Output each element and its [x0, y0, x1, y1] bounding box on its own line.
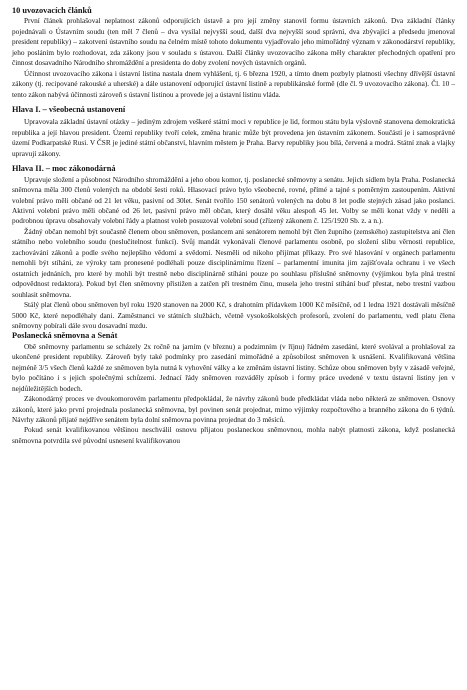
paragraph: Účinnost uvozovacího zákona i ústavní listina nastala dnem vyhlášení, tj. 6 března 1920, a tímto dnem pozbyly platnosti všechny dřívější ústavní zákony (tj. recipované rakouské a uherské) a dále ustanovení odporující ústavní listině a republikánské formě (dle čl. 9 uvozovacího zákona). Čl. 10 – tento zákon nabývá účinnosti zároveň s ústavní listinou a provede jej a ústavní listinu vláda. [12, 68, 455, 99]
section-heading-hlava-ii: Hlava II. – moc zákonodárná [12, 164, 116, 174]
section-heading-uvozovaci-clanky: 10 uvozovacích článků [12, 6, 92, 15]
paragraph: Zákonodárný proces ve dvoukomorovém parlamentu předpokládal, že návrhy zákonů bude předkládat vláda nebo některá ze sněmoven. Osnovy zákonů, které jako první projednala poslanecká sněmovna, byl povinen senát projednat, mimo výjimky rozpočtového a branného zákona do 6 týdnů. Návrhy zákonů přijaté nejdříve senátem byla dolní sněmovna povinna projednat do 3 měsíců. [12, 394, 455, 425]
section-heading-hlava-i: Hlava I. – všeobecná ustanovení [12, 105, 126, 115]
subsection-heading-poslanecka-snemovna: Poslanecká sněmovna a Senát [12, 331, 118, 341]
paragraph: Obě sněmovny parlamentu se scházely 2x ročně na jarním (v březnu) a podzimním (v říjnu) řádném zasedání, které svolával a prohlašoval za ukončené president republiky. Zároveň byly také podmínky pro zasedání mimořádné a způsobilost sněmoven k usnášení. Kvalifikovaná většina nejméně 3/5 všech členů každé ze sněmoven byla nutná k vyhovění války a ke změnám ústavní listiny. Schůze obou sněmoven byly v zásadě veřejné, bylo počítáno i s jejich společnými schůzemi. Jednací řády sněmoven rozváděly způsob i formy práce uvedené v textu ústavní listiny jen v nejdůležitějších bodech. [12, 341, 455, 393]
paragraph: Žádný občan nemohl být současně členem obou sněmoven, poslancem ani senátorem nemohl být člen župního (zemského) zastupitelstva ani člen státního nebo volebního soudu (neslučitelnost funkcí). Svůj mandát vykonávali členové parlamentu osobně, po složení slibu věrnosti republice, zachovávání zákonů a podle svého nejlepšího vědomí a svědomí. Nesměli od nikoho přijímat příkazy. Pro své hlasování v orgánech parlamentu nemohli být stíháni, ze výroky tam pronesené podléhali pouze disciplinárnímu řízení – parlamentní imunita jim zajišťovala ochranu i ve všech ostatních jednáních, pro které by mohli být trestně nebo disciplinárně stíháni pouze po souhlasu příslušné sněmovny (výjimkou byla plná trestní odpovědnost redaktora). Pokud byl člen sněmovny přistižen a zatčen při trestném činu, musela jeho trestní stíhání buď přestat, nebo trestní vazbou souhlasit sněmovna. [12, 226, 455, 299]
paragraph: Pokud senát kvalifikovanou většinou neschválil osnovu přijatou poslaneckou sněmovnou, mohla nabýt platnosti zákona, když poslanecká sněmovna potvrdila své původní usnesení kvalifikovanou [12, 425, 455, 445]
paragraph: Upravuje složení a působnost Národního shromáždění a jeho obou komor, tj. poslanecké sněmovny a senátu. Jejich sídlem byla Praha. Poslanecká sněmovna měla 300 členů volených na období šesti roků. Hlasovací právo bylo všeobecné, rovné, přímé a tajné s poměrným zastoupením. Aktivní volební právo měli občané od 21 let věku, pasivní od 30let. Senát tvořilo 150 senátorů volených na dobu 8 let podle stejných zásad jako poslanci. Aktivní volební právo měli občané od 26 let, pasivní právo měl občan, který dosáhl věku alespoň 45 let. Volby se měli konat vždy v neděli a podrobnou úpravu obsahovaly volební řády a platnost voleb posuzoval volební soud (zřízený zákonem č. 125/1920 Sb. z. a n.). [12, 174, 455, 226]
paragraph: Stálý plat členů obou sněmoven byl roku 1920 stanoven na 2000 Kč, s drahotním přídavkem 1000 Kč měsíčně, od 1 ledna 1921 dostávali měsíčně 5000 Kč, které nepodléhaly dani. Zaměstnanci ve státních službách, včetně vysokoškolských profesorů, zvolení do parlamentu, vedl platu člena sněmovny pobírali dále svou dosavadní mzdu. [12, 300, 455, 330]
paragraph: Upravovala základní ústavní otázky – jediným zdrojem veškeré státní moci v republice je lid, formou státu byla výslovně stanovena demokratická republika a její hlavou president. Území republiky tvoří celek, změna hranic může být provedena jen ústavním zákonem. Součástí je i samosprávné území Podkarpatské Rusi. V ČSR je jediné státní občanství, hlavním městem je Praha. Barvy republiky jsou bílá, červená a modrá. Státní znak a vlajky upravují zákony. [12, 117, 455, 158]
paragraph: První článek prohlašoval neplatnost zákonů odporujících ústavě a pro její změny stanovil formu ústavních zákonů. Dva základní články pojednávali o Ústavním soudu (ten měl 7 členů – dva vysílal nejvyšší soud, další dva nejvyšší soud správní, dva zbývající a předsedu jmenoval president republiky) – zakotvení ústavního soudu na čelném místě tohoto dokumentu vyjadřovalo jeho mimořádný význam v zákonodárství republiky, jeho posláním bylo rozhodovat, zda zákony jsou v souladu s ústavou. Další články uvozovacího zákona měly charakter přechodných opatření pro činnost dosavadního Národního shromáždění a presidenta do doby zvolení nových ústavních orgánů. [12, 16, 455, 68]
